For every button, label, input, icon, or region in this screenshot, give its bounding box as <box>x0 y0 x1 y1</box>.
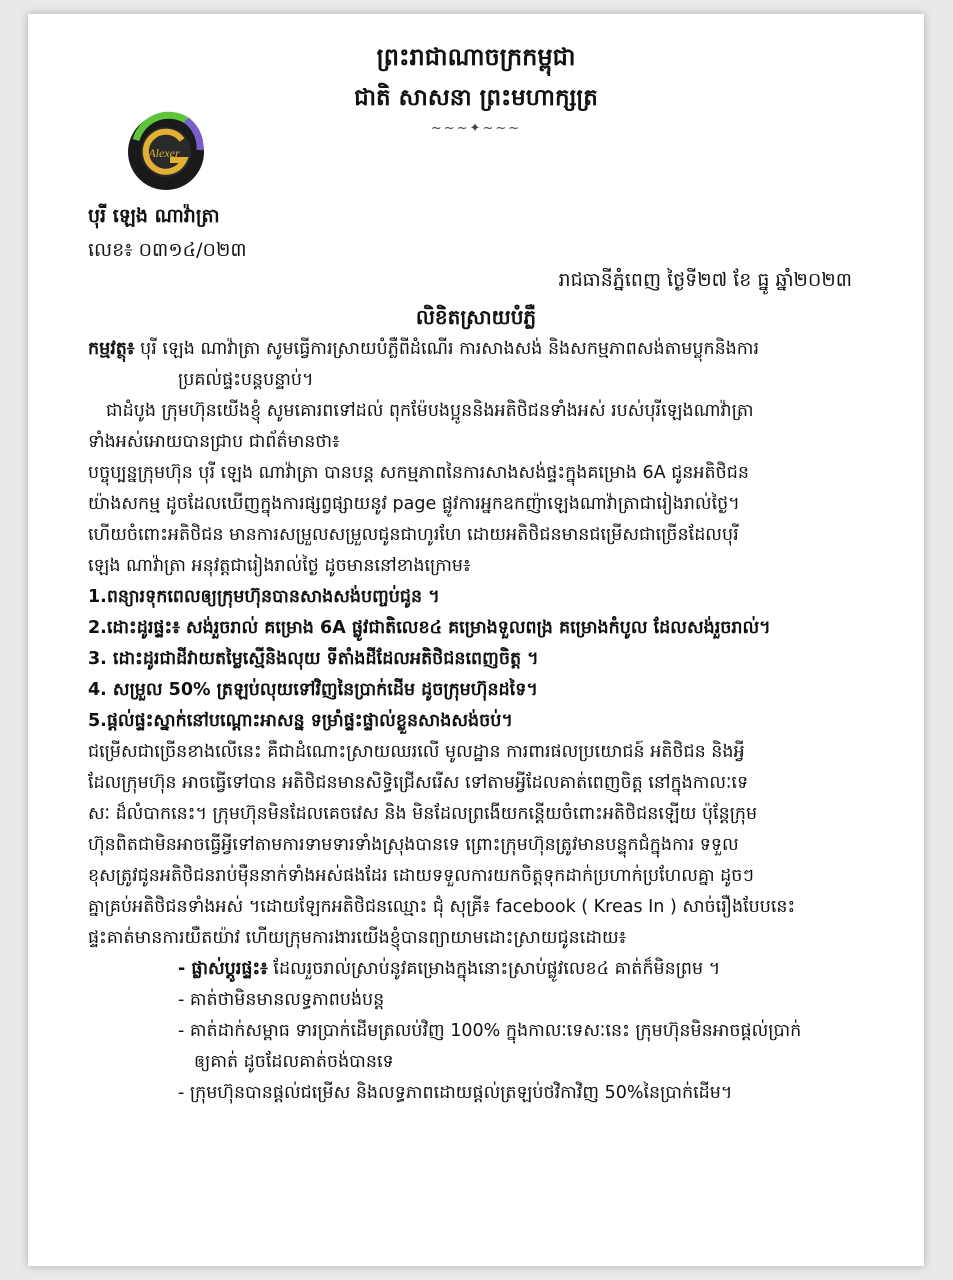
option-item: 2.ដោះដូរផ្ទះ៖ សង់រួចរាល់ គម្រោង 6A ផ្លូវជាតិលេខ៤ គម្រោងទួលពង្រ គម្រោងកំបូល ដែលសង់រួចរាល់។ <box>88 618 771 638</box>
subject-label: កម្មវត្ថុ៖ <box>88 339 135 359</box>
explanation-line: ដែលក្រុមហ៊ុន អាចធ្វើទៅបាន អតិថិជនមានសិទ្ធិជ្រើសរើស ទៅតាមអ្វីដែលគាត់ពេញចិត្ត នៅក្នុងកាលៈទេ <box>88 773 749 793</box>
option-item: 3. ដោះដូរជាដីវាយតម្លៃស្មើនិងលុយ ទីតាំងដីដែលអតិថិជនពេញចិត្ត ។ <box>88 649 539 669</box>
explanation-line: សៈ ដ៏លំបាកនេះ។ ក្រុមហ៊ុនមិនដែលគេចវេស និង មិនដែលព្រងើយកន្តើយចំពោះអតិថិជនឡើយ ប៉ុន្តែក្រុម <box>88 804 758 824</box>
resolution-item: - គាត់ថាមិនមានលទ្ធភាពបង់បន្ត <box>178 990 385 1010</box>
intro-line: បច្ចុប្បន្នក្រុមហ៊ុន បុរី ឡេង ណាវ៉ាត្រា បានបន្ត សកម្មភាពនៃការសាងសង់ផ្ទះក្នុងគម្រោង 6A ជូនអតិថិជន <box>88 463 749 483</box>
explanation-line: ជម្រើសជាច្រើនខាងលើនេះ គឺជាដំណោះស្រាយឈរលើ មូលដ្ឋាន ការពារផលប្រយោជន៍ អតិថិជន និងអ្វី <box>88 742 745 762</box>
resolution-item: - ក្រុមហ៊ុនបានផ្តល់ជម្រើស និងលទ្ធភាពដោយផ្តល់ត្រឡប់ថវិកាវិញ 50%នៃប្រាក់ដើម។ <box>178 1083 733 1103</box>
reference-number: លេខ៖ ០៣១៤/០២៣ <box>88 239 247 261</box>
company-logo-icon <box>124 110 208 194</box>
intro-line: ហើយចំពោះអតិថិជន មានការសម្រួលសម្រួលជូនជាហូរហែ ដោយអតិថិជនមានជម្រើសជាច្រើនដែលបុរី <box>88 525 739 545</box>
intro-line: យ៉ាងសកម្ម ដូចដែលឃើញក្នុងការផ្សព្វផ្សាយនូវ page ផ្លូវការអ្នកឧកញ៉ាឡេងណាវ៉ាត្រាជារៀងរាល់ថ្ងៃ។ <box>88 494 740 514</box>
option-item: 1.ពន្យារទុកពេលឲ្យក្រុមហ៊ុនបានសាងសង់បញ្ចប់ជូន ។ <box>88 587 440 607</box>
kingdom-heading: ព្រះរាជាណាចក្រកម្ពុជា <box>376 43 576 71</box>
subject-text: បុរី ឡេង ណាវ៉ាត្រា សូមធ្វើការស្រាយបំភ្លឺពីដំណើរ ការសាងសង់ និងសកម្មភាពសង់តាមប្លុកនិងការ <box>134 339 760 359</box>
resolution-item <box>88 954 888 985</box>
resolution-continuation: ឲ្យគាត់ ដូចដែលគាត់ចង់បានទេ <box>194 1052 394 1072</box>
letter-body <box>88 334 888 1109</box>
explanation-line: គ្នាគ្រប់អតិថិជនទាំងអស់ ។ដោយឡែកអតិថិជនឈ្មោះ ជុំ សុគ្រី៖ facebook ( Kreas In ) សាច់រឿងបែបនេះ <box>88 897 796 917</box>
subject-line <box>88 334 888 365</box>
company-name: បុរី ឡេង ណាវ៉ាត្រា <box>88 205 220 227</box>
option-item: 5.ផ្តល់ផ្ទះស្នាក់នៅបណ្តោះអាសន្ន ទម្រាំផ្ទះផ្ទាល់ខ្លួនសាងសង់ចប់។ <box>88 711 513 731</box>
ornament-divider: ~~~✦~~~ <box>430 121 522 136</box>
explanation-line: ផ្ទះគាត់មានការយឺតយ៉ាវ ហើយក្រុមការងារយើងខ្ញុំបានព្យាយាមដោះស្រាយជូនដោយ៖ <box>88 928 627 948</box>
document-title: លិខិតស្រាយបំភ្លឺ <box>415 305 537 329</box>
letter-page <box>28 14 924 1266</box>
svg-text:Alexer: Alexer <box>148 146 180 160</box>
national-motto: ជាតិ សាសនា ព្រះមហាក្សត្រ <box>354 85 598 111</box>
intro-line: ជាដំបូង ក្រុមហ៊ុនយើងខ្ញុំ សូមគោរពទៅដល់ ពុកម៉ែបងប្អូននិងអតិថិជនទាំងអស់ របស់បុរីឡេងណាវ៉ាត្រា <box>106 401 754 421</box>
resolution-rest: ដែលរួចរាល់ស្រាប់នូវគម្រោងក្នុងនោះស្រាប់ផ្លូវលេខ៤ គាត់ក៏មិនព្រម ។ <box>267 959 721 979</box>
explanation-line: ហ៊ុនពិតជាមិនអាចធ្វើអ្វីទៅតាមការទាមទារទាំងស្រុងបានទេ ព្រោះក្រុមហ៊ុនត្រូវមានបន្ទុកជំក្នុងការ ទទួល <box>88 835 739 855</box>
resolution-item: - គាត់ដាក់សម្ពាធ ទារប្រាក់ដើមត្រលប់វិញ 100% ក្នុងកាលៈទេសៈនេះ ក្រុមហ៊ុនមិនអាចផ្តល់ប្រាក់ <box>178 1021 802 1041</box>
option-item: 4. សម្រួល 50% ត្រឡប់លុយទៅវិញនៃប្រាក់ដើម ដូចក្រុមហ៊ុនដទៃ។ <box>88 680 538 700</box>
explanation-line: ខុសត្រូវជូនអតិថិជនរាប់ម៉ឺននាក់ទាំងអស់ផងដែរ ដោយទទួលការយកចិត្តទុកដាក់ប្រហាក់ប្រហែលគ្នា ដូចៗ <box>88 866 754 886</box>
subject-continuation: ប្រគល់ផ្ទះបន្តបន្ទាប់។ <box>178 370 314 390</box>
intro-line: ទាំងអស់អោយបានជ្រាប ជាព័ត៌មានថា៖ <box>88 432 340 452</box>
date-line: រាជធានីភ្នំពេញ ថ្ងៃទី២៧ ខែ ធ្នូ ឆ្នាំ២០២៣ <box>558 269 852 291</box>
intro-line: ឡេង ណាវ៉ាត្រា អនុវត្តជារៀងរាល់ថ្ងៃ ដូចមាននៅខាងក្រោម៖ <box>88 556 471 576</box>
resolution-lead: - ផ្លាស់ប្តូរផ្ទះ៖ <box>178 959 268 979</box>
